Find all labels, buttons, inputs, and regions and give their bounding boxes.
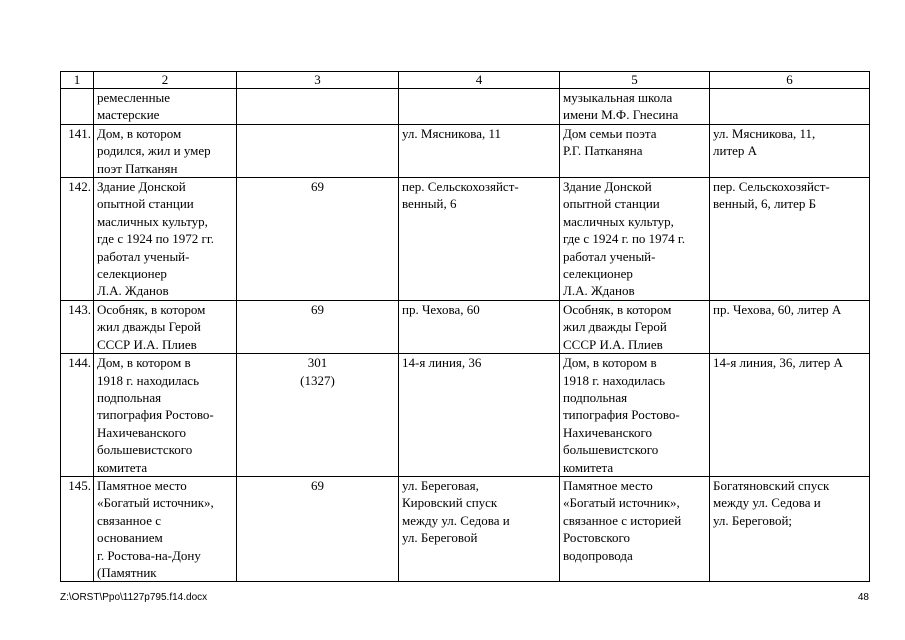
cell-line: родился, жил и умер (97, 143, 211, 159)
table-row (61, 476, 870, 581)
cell-line: 301 (307, 355, 328, 371)
new-name-cell (560, 89, 710, 125)
new-name-cell (560, 124, 710, 177)
cell-line: 69 (311, 179, 324, 195)
document-table (60, 71, 870, 582)
table-row (61, 178, 870, 301)
document-number-cell (237, 124, 399, 177)
cell-line: Особняк, в котором (563, 301, 672, 317)
cell-line: большевистского (563, 442, 659, 458)
document-number-cell (237, 300, 399, 353)
cell-line: где с 1924 г. по 1974 г. (563, 231, 686, 247)
row-number-cell (61, 89, 94, 125)
cell-line: Р.Г. Патканяна (563, 143, 643, 159)
cell-line: связанное с историей (563, 512, 682, 528)
cell-line: подпольная (563, 389, 628, 405)
cell-line: подпольная (97, 389, 162, 405)
cell-line: СССР И.А. Плиев (563, 336, 663, 352)
cell-line: Л.А. Жданов (563, 283, 635, 299)
document-number-cell (237, 178, 399, 301)
cell-line: Памятное место (97, 477, 187, 493)
cell-line: (1327) (300, 372, 335, 388)
cell-line: масличных культур, (563, 213, 674, 229)
cell-line: литер А (713, 143, 758, 159)
cell-line: пер. Сельскохозяйст- (402, 179, 519, 195)
new-address-cell (710, 89, 870, 125)
new-name-cell (560, 300, 710, 353)
cell-line: опытной станции (563, 196, 660, 212)
cell-line: имени М.Ф. Гнесина (563, 107, 679, 123)
new-name-cell (560, 178, 710, 301)
header-cell: 4 (399, 72, 560, 89)
cell-line: основанием (97, 530, 163, 546)
cell-line: пр. Чехова, 60, литер А (713, 301, 842, 317)
address-cell (399, 354, 560, 477)
cell-line: ул. Береговой; (713, 512, 793, 528)
new-name-cell (560, 476, 710, 581)
cell-line: ул. Береговая, (402, 477, 479, 493)
new-address-cell (710, 476, 870, 581)
header-cell: 5 (560, 72, 710, 89)
cell-line: большевистского (97, 442, 193, 458)
row-number-cell: 143. (61, 300, 94, 353)
cell-line: «Богатый источник», (97, 495, 214, 511)
row-number-cell: 142. (61, 178, 94, 301)
cell-line: 1918 г. находилась (563, 372, 666, 388)
cell-line: ул. Мясникова, 11 (402, 125, 502, 141)
row-number-cell: 144. (61, 354, 94, 477)
page-number: 48 (857, 592, 869, 603)
header-cell: 3 (237, 72, 399, 89)
cell-line: ремесленные (97, 90, 171, 105)
cell-line: типография Ростово- (97, 407, 214, 423)
new-address-cell (710, 300, 870, 353)
new-address-cell (710, 178, 870, 301)
cell-line: водопровода (563, 547, 633, 563)
cell-line: работал ученый- (563, 248, 656, 264)
document-number-cell (237, 354, 399, 477)
table-row (61, 124, 870, 177)
address-cell (399, 178, 560, 301)
object-name-cell (94, 354, 237, 477)
cell-line: музыкальная школа (563, 90, 673, 105)
new-address-cell (710, 354, 870, 477)
row-number-cell: 145. (61, 476, 94, 581)
cell-line: Богатяновский спуск (713, 477, 830, 493)
header-row (61, 72, 870, 89)
header-cell: 1 (61, 72, 94, 89)
cell-line: комитета (97, 459, 148, 475)
cell-line: 14-я линия, 36, литер А (713, 355, 843, 371)
cell-line: селекционер (97, 266, 167, 282)
object-name-cell (94, 124, 237, 177)
cell-line: где с 1924 по 1972 гг. (97, 231, 214, 247)
cell-line: Дом, в котором в (563, 355, 657, 371)
table-row (61, 354, 870, 477)
cell-line: мастерские (97, 107, 160, 123)
cell-line: поэт Патканян (97, 160, 178, 176)
cell-line: между ул. Седова и (402, 512, 510, 528)
document-number-cell (237, 89, 399, 125)
cell-line: 1918 г. находилась (97, 372, 200, 388)
address-cell (399, 476, 560, 581)
cell-line: жил дважды Герой (563, 319, 667, 335)
cell-line: Ростовского (563, 530, 631, 546)
cell-line: венный, 6, литер Б (713, 196, 817, 212)
cell-line: 69 (311, 477, 324, 493)
cell-line: селекционер (563, 266, 633, 282)
cell-line: венный, 6 (402, 196, 457, 212)
object-name-cell (94, 89, 237, 125)
table-row (61, 300, 870, 353)
object-name-cell (94, 300, 237, 353)
cell-line: Л.А. Жданов (97, 283, 169, 299)
new-name-cell (560, 354, 710, 477)
cell-line: Нахичеванского (97, 424, 187, 440)
table-row (61, 89, 870, 125)
object-name-cell (94, 476, 237, 581)
document-number-cell (237, 476, 399, 581)
new-address-cell (710, 124, 870, 177)
cell-line: Дом семьи поэта (563, 125, 657, 141)
cell-line: масличных культур, (97, 213, 208, 229)
header-cell: 6 (710, 72, 870, 89)
file-path: Z:\ORST\Ppo\1127p795.f14.docx (60, 592, 208, 603)
cell-line: г. Ростова-на-Дону (97, 547, 201, 563)
row-number-cell: 141. (61, 124, 94, 177)
header-cell: 2 (94, 72, 237, 89)
cell-line: 14-я линия, 36 (402, 355, 482, 371)
cell-line: Дом, в котором в (97, 355, 191, 371)
cell-line: Кировский спуск (402, 495, 498, 511)
object-name-cell (94, 178, 237, 301)
cell-line: (Памятник (97, 564, 157, 580)
cell-line: опытной станции (97, 196, 194, 212)
cell-line: пер. Сельскохозяйст- (713, 179, 830, 195)
cell-line: типография Ростово- (563, 407, 680, 423)
cell-line: комитета (563, 459, 614, 475)
cell-line: Здание Донской (97, 179, 186, 195)
cell-line: Особняк, в котором (97, 301, 206, 317)
address-cell (399, 89, 560, 125)
cell-line: между ул. Седова и (713, 495, 821, 511)
cell-line: Памятное место (563, 477, 653, 493)
cell-line: «Богатый источник», (563, 495, 680, 511)
address-cell (399, 300, 560, 353)
cell-line: Здание Донской (563, 179, 652, 195)
cell-line: СССР И.А. Плиев (97, 336, 197, 352)
address-cell (399, 124, 560, 177)
cell-line: работал ученый- (97, 248, 190, 264)
cell-line: пр. Чехова, 60 (402, 301, 480, 317)
cell-line: жил дважды Герой (97, 319, 201, 335)
cell-line: Дом, в котором (97, 125, 182, 141)
cell-line: связанное с (97, 512, 161, 528)
cell-line: ул. Мясникова, 11, (713, 125, 816, 141)
cell-line: 69 (311, 301, 324, 317)
cell-line: ул. Береговой (402, 530, 478, 546)
cell-line: Нахичеванского (563, 424, 653, 440)
